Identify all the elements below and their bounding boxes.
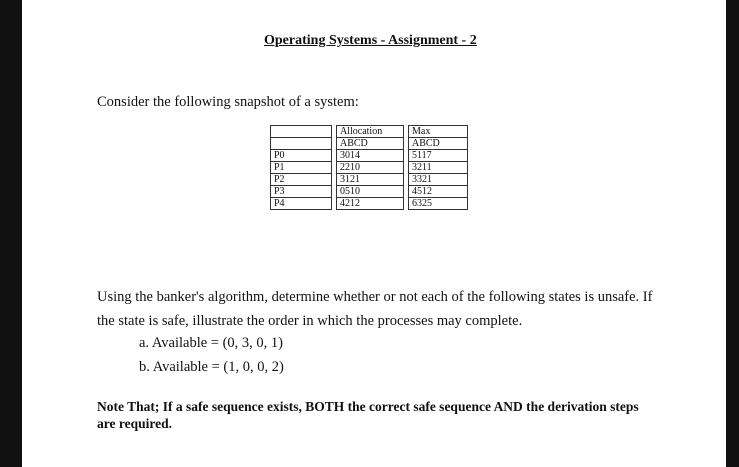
- option-a: a. Available = (0, 3, 0, 1): [139, 335, 284, 351]
- max-cell: 4512: [409, 186, 468, 198]
- note-text: Note That; If a safe sequence exists, BOTH the correct safe sequence AND the derivation steps are required.: [97, 399, 639, 431]
- table-header-row: [271, 126, 468, 138]
- allocation-cell: 2210: [337, 162, 404, 174]
- allocation-header: Allocation: [337, 126, 404, 138]
- table-corner-cell: [271, 138, 332, 150]
- process-cell: P4: [271, 198, 332, 210]
- allocation-cell: 0510: [337, 186, 404, 198]
- process-cell: P1: [271, 162, 332, 174]
- max-header: Max: [409, 126, 468, 138]
- snapshot-table: [270, 125, 468, 210]
- allocation-cell: 3014: [337, 150, 404, 162]
- allocation-subheader: ABCD: [337, 138, 404, 150]
- question-text: Using the banker's algorithm, determine whether or not each of the following states is unsafe. If the state is safe, illustrate the order in which the processes may complete.: [97, 289, 653, 329]
- process-cell: P0: [271, 150, 332, 162]
- max-cell: 3211: [409, 162, 468, 174]
- process-cell: P3: [271, 186, 332, 198]
- page-title: Operating Systems - Assignment - 2: [264, 33, 477, 48]
- table-row: [271, 186, 468, 198]
- max-cell: 6325: [409, 198, 468, 210]
- document-page: [22, 0, 726, 467]
- table-corner-cell: [271, 126, 332, 138]
- max-cell: 5117: [409, 150, 468, 162]
- table-row: [271, 150, 468, 162]
- allocation-cell: 4212: [337, 198, 404, 210]
- option-b: b. Available = (1, 0, 0, 2): [139, 359, 284, 375]
- process-cell: P2: [271, 174, 332, 186]
- allocation-cell: 3121: [337, 174, 404, 186]
- intro-text: Consider the following snapshot of a system:: [97, 94, 359, 110]
- max-subheader: ABCD: [409, 138, 468, 150]
- table-subheader-row: [271, 138, 468, 150]
- table-row: [271, 162, 468, 174]
- table-row: [271, 198, 468, 210]
- table-row: [271, 174, 468, 186]
- max-cell: 3321: [409, 174, 468, 186]
